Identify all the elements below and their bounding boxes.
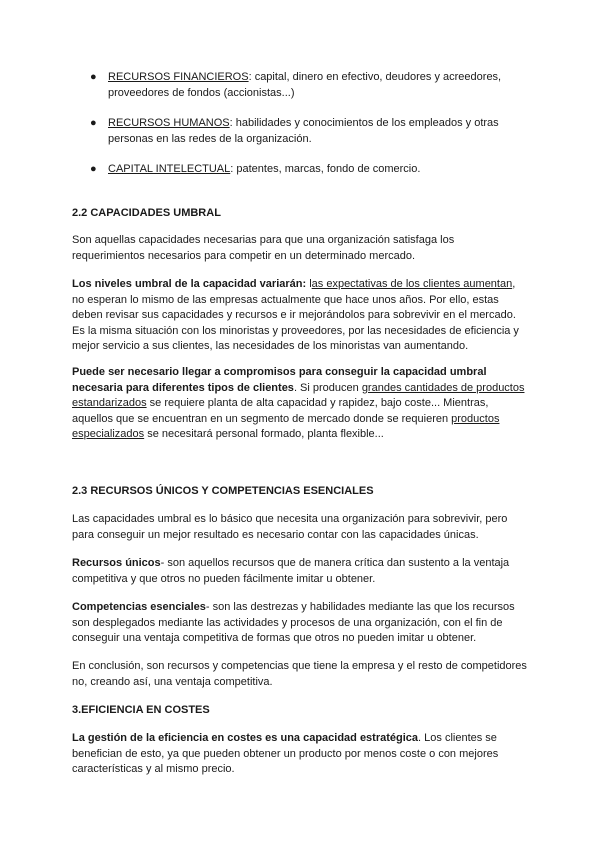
section-2-3-paragraph-1: Las capacidades umbral es lo básico que necesita una organización para sobrevivir, pero para conseguir un mejor resultado es necesario contar con las capacidades únicas. [72,513,508,541]
paragraph-text: . Si producen [293,381,362,394]
paragraph-bold-lead: Puede ser necesario llegar a compromisos para conseguir la capacidad umbral necesaria para diferentes tipos de clientes [72,366,487,394]
section-2-3-paragraph-2 [72,556,528,587]
paragraph-bold-lead: Los niveles umbral de la capacidad variarán: [72,278,307,290]
list-item [90,162,530,178]
paragraph-text: se necesitará personal formado, planta flexible... [144,428,384,440]
section-2-2-paragraph-1: Son aquellas capacidades necesarias para que una organización satisfaga los requerimientos necesarios para competir en un determinado mercado. [72,234,455,262]
paragraph-underlined: grandes cantidades de productos estandarizados [72,381,525,409]
paragraph-text: se requiere planta de alta capacidad y rapidez, bajo coste... Mientras, aquellos que se encuentran en un segmento de mercado donde se requieren [72,397,489,425]
paragraph-text: - son las destrezas y habilidades mediante las que los recursos son desplegados mediante las actividades y procesos de una organización, con el fin de conseguir una ventaja competitiva de formas que otros no pueden imitar u obtener. [72,601,515,644]
list-item-term: CAPITAL INTELECTUAL [108,163,231,175]
list-item-term: RECURSOS HUMANOS [108,117,230,129]
section-3-heading: 3.EFICIENCIA EN COSTES [72,704,210,716]
list-item-term: RECURSOS FINANCIEROS [108,71,249,83]
section-2-2-heading: 2.2 CAPACIDADES UMBRAL [72,207,221,219]
paragraph-text: . Los clientes se benefician de esto, ya que pueden obtener un producto por menos coste o con mejores características y al mismo precio. [72,732,499,775]
paragraph-underlined: as expectativas de los clientes aumentan [311,278,513,290]
list-item-text: : patentes, marcas, fondo de comercio. [230,163,421,175]
bullet-icon: ● [90,163,97,175]
resource-list [90,70,530,193]
section-2-3-heading: 2.3 RECURSOS ÚNICOS Y COMPETENCIAS ESENCIALES [72,485,374,497]
paragraph-bold-lead: Recursos únicos [72,557,161,569]
bullet-icon: ● [90,117,97,129]
section-2-2-paragraph-3 [72,365,528,443]
paragraph-underlined: productos especializados [72,412,500,440]
paragraph-bold-lead: Competencias esenciales [72,601,206,613]
bullet-icon: ● [90,71,97,83]
section-2-3-paragraph-3 [72,600,528,647]
paragraph-text: - son aquellos recursos que de manera crítica dan sustento a la ventaja competitiva y que otros no pueden fácilmente imitar u obtener. [72,557,510,585]
paragraph-text: l [306,278,312,290]
list-item [90,70,530,101]
list-item [90,116,530,147]
paragraph-text: , no esperan lo mismo de las empresas actualmente que hace unos años. Por ello, estas deben revisar sus capacidades y recursos e ir mejorándolos para sobrevivir en el mercado. Es la misma situación con los minoristas y proveedores, por las necesidades de eficiencia y mejor servicio a sus clientes, las necesidades de los minoristas van aumentando. [72,278,519,352]
section-2-2-paragraph-2 [72,277,528,355]
section-3-paragraph-1 [72,731,528,778]
section-2-3-paragraph-4: En conclusión, son recursos y competencias que tiene la empresa y el resto de competidores no, creando así, una ventaja competitiva. [72,660,527,688]
list-item-text: : capital, dinero en efectivo, deudores y acreedores, proveedores de fondos (accionistas...) [108,71,502,99]
list-item-text: : habilidades y conocimientos de los empleados y otras personas en las redes de la organización. [108,117,499,145]
paragraph-bold-lead: La gestión de la eficiencia en costes es una capacidad estratégica [72,732,419,744]
